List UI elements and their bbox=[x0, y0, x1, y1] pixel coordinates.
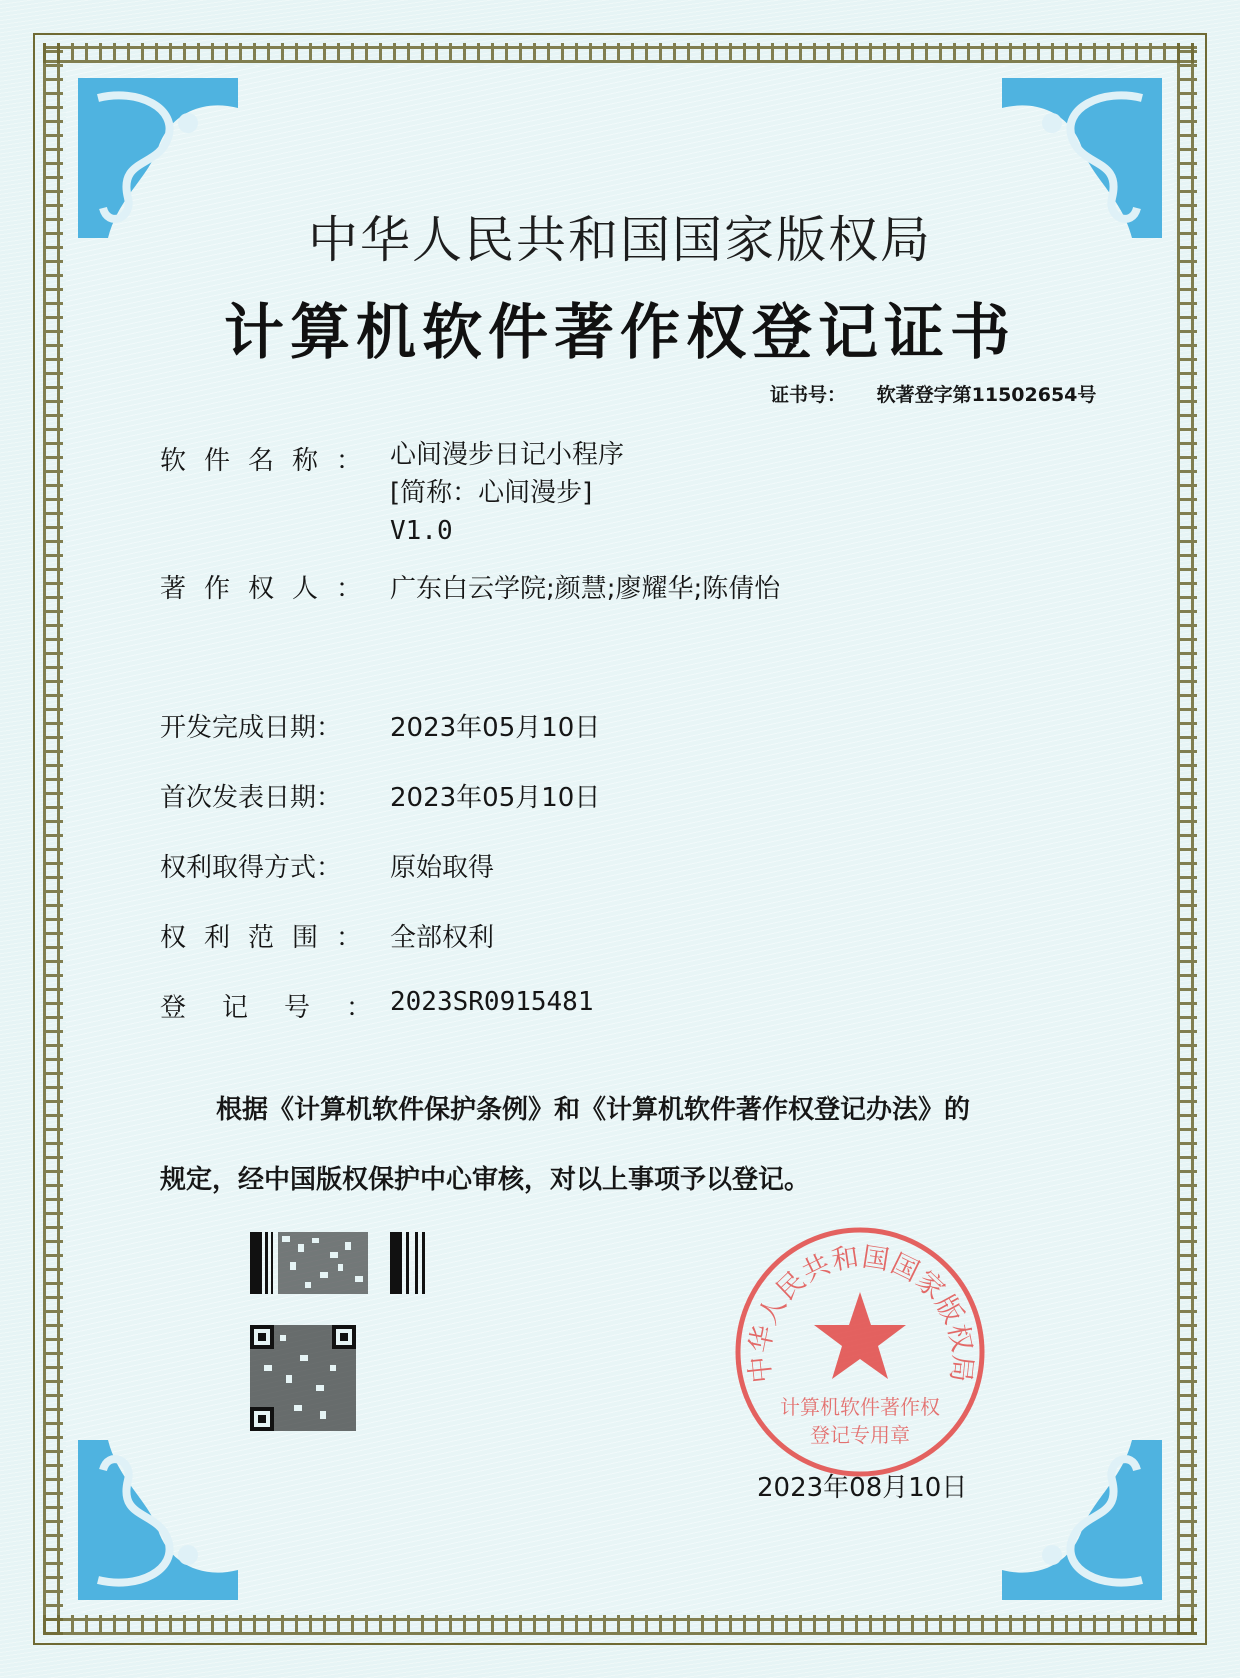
official-seal-icon bbox=[730, 1222, 990, 1482]
certificate-number bbox=[770, 380, 1096, 407]
statement-line-1: 根据《计算机软件保护条例》和《计算机软件著作权登记办法》的 bbox=[216, 1095, 971, 1125]
field-value: 2023SR0915481 bbox=[390, 987, 594, 1017]
seal-inner-line-1: 计算机软件著作权 bbox=[780, 1395, 940, 1419]
field-value: 2023年05月10日 bbox=[390, 783, 601, 813]
corner-ornament-icon bbox=[78, 1440, 238, 1600]
issuer-heading: 中华人民共和国国家版权局 bbox=[308, 211, 932, 269]
seal-inner-line-2: 登记专用章 bbox=[810, 1423, 910, 1447]
software-version: V1.0 bbox=[390, 516, 453, 546]
issue-date: 2023年08月10日 bbox=[757, 1473, 968, 1503]
pdf417-barcode-icon bbox=[250, 1232, 428, 1294]
seal-outer-text: 中华人民共和国国家版权局 bbox=[744, 1241, 978, 1385]
field-label: 首次发表日期： bbox=[160, 783, 343, 813]
field-value: 原始取得 bbox=[390, 853, 495, 883]
software-full-name: 心间漫步日记小程序 bbox=[390, 440, 625, 470]
greek-key-border-left bbox=[43, 43, 63, 1635]
field-value: 2023年05月10日 bbox=[390, 713, 601, 743]
statement-line-2: 规定，经中国版权保护中心审核，对以上事项予以登记。 bbox=[160, 1165, 811, 1195]
field-label: 软件名称： bbox=[160, 446, 381, 476]
field-label: 权利取得方式： bbox=[160, 853, 343, 883]
certificate-number-label: 证书号： bbox=[770, 384, 847, 406]
greek-key-border-bottom bbox=[43, 1615, 1197, 1635]
registration-statement bbox=[160, 1075, 1100, 1215]
field-label: 著作权人： bbox=[160, 574, 381, 604]
greek-key-border-right bbox=[1177, 43, 1197, 1635]
field-value: 全部权利 bbox=[390, 923, 495, 953]
field-label: 开发完成日期： bbox=[160, 713, 343, 743]
certificate-title: 计算机软件著作权登记证书 bbox=[224, 298, 1016, 368]
corner-ornament-icon bbox=[1002, 1440, 1162, 1600]
field-label: 权利范围： bbox=[160, 923, 381, 953]
qr-code-icon bbox=[250, 1325, 356, 1431]
certificate-number-value: 软著登字第11502654号 bbox=[876, 384, 1097, 406]
field-value: 广东白云学院;颜慧;廖耀华;陈倩怡 bbox=[390, 574, 781, 604]
software-short-name: [简称：心间漫步] bbox=[390, 478, 593, 508]
greek-key-border-top bbox=[43, 43, 1197, 63]
field-label: 登记号： bbox=[160, 993, 409, 1023]
